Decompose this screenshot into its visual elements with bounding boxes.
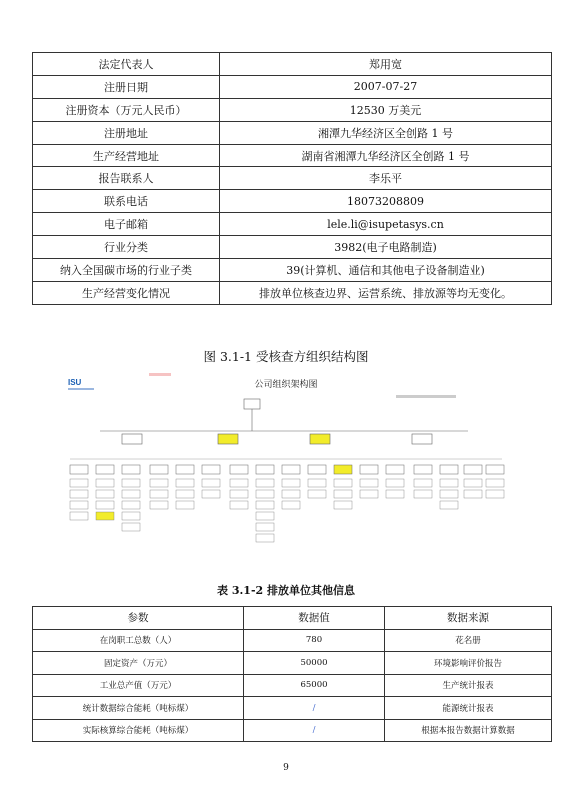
table-row	[33, 697, 552, 720]
org-node	[150, 479, 168, 487]
org-node	[176, 479, 194, 487]
org-node	[486, 490, 504, 498]
info-value: 郑用宽	[220, 53, 552, 76]
org-node	[96, 501, 114, 509]
info-value: 李乐平	[220, 167, 552, 190]
org-node	[440, 490, 458, 498]
org-node	[150, 490, 168, 498]
org-node	[256, 512, 274, 520]
info-key: 报告联系人	[33, 167, 220, 190]
org-node	[202, 465, 220, 474]
org-node	[414, 465, 432, 474]
table-row	[33, 652, 552, 675]
org-node	[464, 465, 482, 474]
org-node	[386, 479, 404, 487]
cell-param: 固定资产（万元）	[33, 652, 244, 675]
org-node	[440, 501, 458, 509]
logo-tagline	[68, 388, 94, 390]
table-row	[33, 167, 552, 190]
other-info-table	[32, 606, 552, 742]
table-row	[33, 259, 552, 282]
info-key: 生产经营变化情况	[33, 281, 220, 304]
cell-source: 能源统计报表	[385, 697, 552, 720]
org-node	[360, 479, 378, 487]
org-node	[334, 501, 352, 509]
org-node	[70, 465, 88, 474]
org-node	[96, 490, 114, 498]
cell-source: 根据本报告数据计算数据	[385, 719, 552, 742]
org-node	[486, 479, 504, 487]
info-key: 行业分类	[33, 236, 220, 259]
table-caption: 表 3.1-2 排放单位其他信息	[216, 584, 355, 597]
table-row	[33, 98, 552, 121]
org-node	[218, 434, 238, 444]
header-value: 数据值	[244, 607, 385, 630]
table-row	[33, 213, 552, 236]
org-node	[176, 490, 194, 498]
info-key: 生产经营地址	[33, 144, 220, 167]
org-node	[256, 479, 274, 487]
org-node	[282, 479, 300, 487]
cell-value: 780	[244, 629, 385, 652]
org-node	[282, 490, 300, 498]
info-key: 注册日期	[33, 75, 220, 98]
company-info-table	[32, 52, 552, 305]
org-node	[256, 534, 274, 542]
org-node-top	[244, 399, 260, 409]
info-key: 注册资本（万元人民币）	[33, 98, 220, 121]
org-node	[334, 465, 352, 474]
cell-source: 生产统计报表	[385, 674, 552, 697]
org-node	[70, 479, 88, 487]
org-node	[360, 490, 378, 498]
cell-param: 实际核算综合能耗（吨标煤）	[33, 719, 244, 742]
org-node	[308, 479, 326, 487]
org-node	[122, 523, 140, 531]
table-row	[33, 144, 552, 167]
info-key: 纳入全国碳市场的行业子类	[33, 259, 220, 282]
cell-param: 工业总产值（万元）	[33, 674, 244, 697]
org-node	[70, 512, 88, 520]
org-node	[256, 523, 274, 531]
cell-param: 统计数据综合能耗（吨标煤）	[33, 697, 244, 720]
table-row	[33, 190, 552, 213]
table-row	[33, 236, 552, 259]
org-node	[256, 465, 274, 474]
org-node	[96, 465, 114, 474]
org-node	[122, 501, 140, 509]
org-node	[150, 465, 168, 474]
red-mark	[149, 373, 171, 376]
info-key: 联系电话	[33, 190, 220, 213]
org-node	[230, 465, 248, 474]
cell-source: 环境影响评价报告	[385, 652, 552, 675]
info-key: 电子邮箱	[33, 213, 220, 236]
org-node	[282, 501, 300, 509]
table-row	[33, 75, 552, 98]
org-node	[70, 490, 88, 498]
cell-value: 50000	[244, 652, 385, 675]
org-node	[334, 490, 352, 498]
org-node	[122, 434, 142, 444]
info-value: 2007-07-27	[220, 75, 552, 98]
org-node	[334, 479, 352, 487]
info-value: 湘潭九华经济区全创路 1 号	[220, 121, 552, 144]
table-row	[33, 121, 552, 144]
org-node	[386, 465, 404, 474]
org-node	[230, 501, 248, 509]
org-node	[486, 465, 504, 474]
org-node	[202, 490, 220, 498]
info-key: 法定代表人	[33, 53, 220, 76]
org-node	[386, 490, 404, 498]
cell-source: 花名册	[385, 629, 552, 652]
org-node	[122, 465, 140, 474]
org-node	[360, 465, 378, 474]
cell-value: /	[244, 697, 385, 720]
org-node	[440, 465, 458, 474]
org-node	[414, 479, 432, 487]
org-node	[150, 501, 168, 509]
org-node	[122, 512, 140, 520]
org-chart-title: 公司组织架构图	[254, 380, 318, 390]
cell-param: 在岗职工总数（人）	[33, 629, 244, 652]
info-value: 3982(电子电路制造)	[220, 236, 552, 259]
table-row	[33, 629, 552, 652]
org-node	[256, 501, 274, 509]
page-number: 9	[283, 763, 289, 773]
table-row	[33, 53, 552, 76]
org-node	[230, 490, 248, 498]
cell-value: 65000	[244, 674, 385, 697]
org-node	[176, 465, 194, 474]
info-key: 注册地址	[33, 121, 220, 144]
info-value: 39(计算机、通信和其他电子设备制造业)	[220, 259, 552, 282]
table-row	[33, 719, 552, 742]
org-node	[122, 490, 140, 498]
header-param: 参数	[33, 607, 244, 630]
org-node	[308, 465, 326, 474]
org-node	[70, 501, 88, 509]
table-header-row	[33, 607, 552, 630]
figure-caption: 图 3.1-1 受核查方组织结构图	[203, 349, 369, 364]
chart-note	[396, 395, 456, 398]
org-node	[230, 479, 248, 487]
org-node	[176, 501, 194, 509]
org-chart-image	[66, 373, 506, 545]
info-value: lele.li@isupetasys.cn	[220, 213, 552, 236]
table-row	[33, 674, 552, 697]
company-logo: ISU	[68, 378, 82, 387]
org-node	[122, 479, 140, 487]
org-node	[256, 490, 274, 498]
org-node	[96, 479, 114, 487]
cell-value: /	[244, 719, 385, 742]
org-node	[440, 479, 458, 487]
org-node	[464, 479, 482, 487]
info-value: 排放单位核查边界、运营系统、排放源等均无变化。	[220, 281, 552, 304]
header-source: 数据来源	[385, 607, 552, 630]
org-node	[96, 512, 114, 520]
org-node	[412, 434, 432, 444]
org-node	[202, 479, 220, 487]
org-node	[282, 465, 300, 474]
org-node	[310, 434, 330, 444]
info-value: 湖南省湘潭九华经济区全创路 1 号	[220, 144, 552, 167]
table-row	[33, 281, 552, 304]
org-node	[464, 490, 482, 498]
org-node	[414, 490, 432, 498]
org-node	[308, 490, 326, 498]
info-value: 18073208809	[220, 190, 552, 213]
info-value: 12530 万美元	[220, 98, 552, 121]
